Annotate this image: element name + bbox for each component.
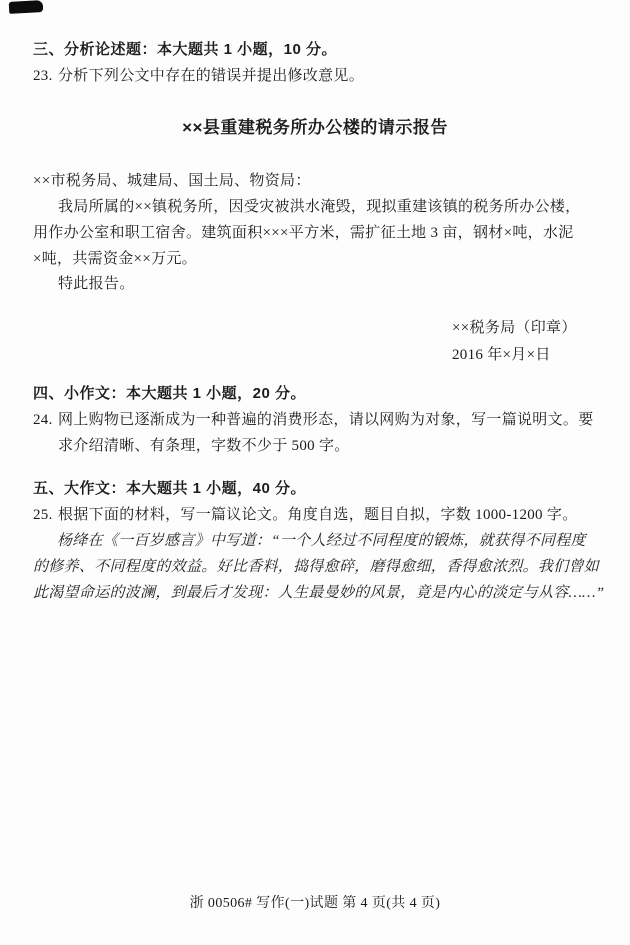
section-5-heading: 五、大作文：本大题共 1 小题，40 分。: [33, 480, 307, 497]
question-23-number: 23.: [33, 68, 53, 84]
material-quote-line-2: 的修养、不同程度的效益。好比香料，捣得愈碎，磨得愈细，香得愈浓烈。我们曾如: [33, 559, 600, 575]
material-quote-line-3: 此渴望命运的波澜，到最后才发现：人生最曼妙的风景，竟是内心的淡定与从容……”: [33, 585, 605, 601]
scan-artifact-mark: [9, 0, 44, 14]
section-3-heading: 三、分析论述题：本大题共 1 小题，10 分。: [33, 41, 338, 58]
notice-title: ××县重建税务所办公楼的请示报告: [182, 118, 448, 137]
notice-date: 2016 年×月×日: [452, 347, 551, 363]
material-quote-line-1: 杨绛在《一百岁感言》中写道：“一个人经过不同程度的锻炼，就获得不同程度: [57, 533, 586, 549]
question-25-number: 25.: [33, 507, 53, 523]
notice-salutation: ××市税务局、城建局、国土局、物资局：: [33, 173, 311, 189]
question-25-text: 根据下面的材料，写一篇议论文。角度自选，题目自拟，字数 1000-1200 字。: [58, 507, 578, 523]
notice-body-line-1: 我局所属的××镇税务所，因受灾被洪水淹毁，现拟重建该镇的税务所办公楼，: [58, 199, 581, 215]
section-4-heading: 四、小作文：本大题共 1 小题，20 分。: [33, 385, 307, 402]
question-23: [33, 69, 364, 84]
question-24-text-line-2: 求介绍清晰、有条理，字数不少于 500 字。: [58, 438, 350, 454]
question-23-text: 分析下列公文中存在的错误并提出修改意见。: [58, 68, 365, 84]
notice-closing: 特此报告。: [58, 276, 135, 292]
question-24-number: 24.: [33, 412, 53, 428]
question-25: [33, 508, 578, 523]
notice-body-line-3: ×吨，共需资金××万元。: [33, 251, 197, 267]
question-24: [33, 413, 594, 428]
notice-body-line-2: 用作办公室和职工宿舍。建筑面积×××平方米，需扩征土地 3 亩，钢材×吨，水泥: [33, 225, 574, 241]
page-footer: 浙 00506# 写作(一)试题 第 4 页(共 4 页): [189, 896, 441, 911]
notice-signature: ××税务局（印章）: [452, 320, 577, 336]
question-24-text-line-1: 网上购物已逐渐成为一种普遍的消费形态，请以网购为对象，写一篇说明文。要: [58, 412, 594, 428]
